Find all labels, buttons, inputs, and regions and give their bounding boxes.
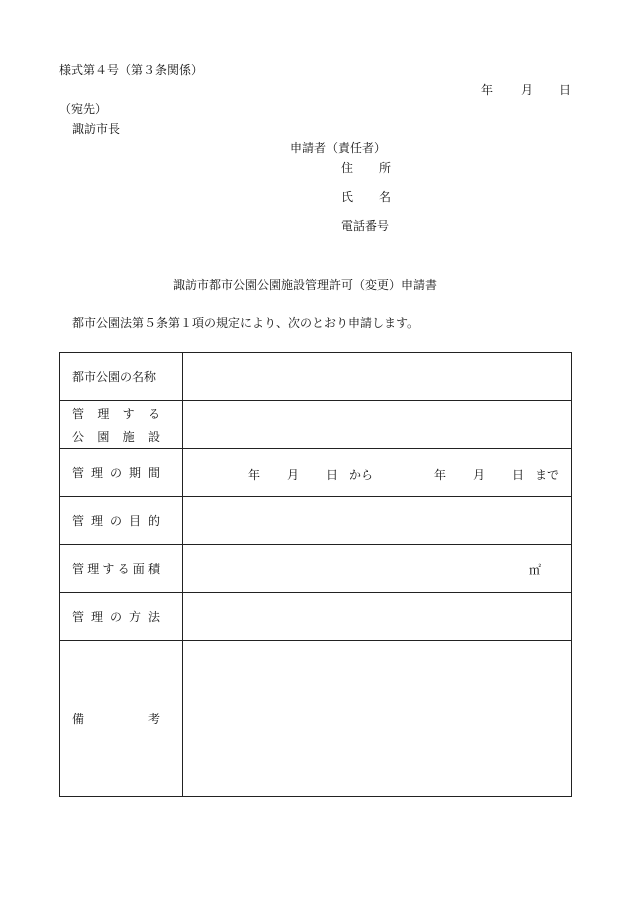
period-from-word: から bbox=[349, 468, 374, 482]
period-to-year: 年 bbox=[434, 468, 447, 482]
row-area bbox=[60, 545, 572, 593]
period-to-word: まで bbox=[535, 468, 560, 482]
row-method bbox=[60, 593, 572, 641]
facility-label: 管 理 す る 公 園 施 設 bbox=[60, 401, 183, 449]
date-month: 月 bbox=[521, 83, 534, 97]
phone-label: 電話番号 bbox=[341, 219, 390, 233]
purpose-field[interactable] bbox=[183, 497, 572, 545]
document-title: 諏訪市都市公園公園施設管理許可（変更）申請書 bbox=[173, 278, 438, 292]
date-day: 日 bbox=[559, 83, 572, 97]
remarks-label: 備 考 bbox=[60, 641, 183, 797]
park-name-field[interactable] bbox=[183, 353, 572, 401]
application-table bbox=[59, 352, 572, 797]
facility-field[interactable] bbox=[183, 401, 572, 449]
area-label: 管 理 す る 面 積 bbox=[60, 545, 183, 593]
remarks-field[interactable] bbox=[183, 641, 572, 797]
applicant-title: 申請者（責任者） bbox=[290, 141, 387, 155]
addressee-prefix: （宛先） bbox=[59, 102, 108, 116]
area-field[interactable] bbox=[183, 545, 572, 593]
address-label-2: 所 bbox=[379, 161, 392, 175]
period-label: 管 理 の 期 間 bbox=[60, 449, 183, 497]
intro-text: 都市公園法第５条第１項の規定により、次のとおり申請します。 bbox=[72, 316, 420, 330]
addressee-name: 諏訪市長 bbox=[72, 122, 121, 136]
row-park-name bbox=[60, 353, 572, 401]
form-number: 様式第４号（第３条関係） bbox=[59, 63, 204, 77]
method-label: 管 理 の 方 法 bbox=[60, 593, 183, 641]
name-label-2: 名 bbox=[379, 190, 392, 204]
name-label-1: 氏 bbox=[341, 190, 354, 204]
row-remarks bbox=[60, 641, 572, 797]
row-purpose bbox=[60, 497, 572, 545]
method-field[interactable] bbox=[183, 593, 572, 641]
row-facility bbox=[60, 401, 572, 449]
period-from-day: 日 bbox=[326, 468, 339, 482]
period-field[interactable] bbox=[183, 449, 572, 497]
address-label-1: 住 bbox=[341, 161, 354, 175]
period-to-month: 月 bbox=[473, 468, 486, 482]
date-year: 年 bbox=[481, 83, 494, 97]
period-to-day: 日 bbox=[512, 468, 525, 482]
period-from-month: 月 bbox=[287, 468, 300, 482]
purpose-label: 管 理 の 目 的 bbox=[60, 497, 183, 545]
park-name-label: 都市公園の名称 bbox=[60, 353, 183, 401]
row-period bbox=[60, 449, 572, 497]
period-from-year: 年 bbox=[248, 468, 261, 482]
area-unit: ㎡ bbox=[529, 563, 542, 577]
